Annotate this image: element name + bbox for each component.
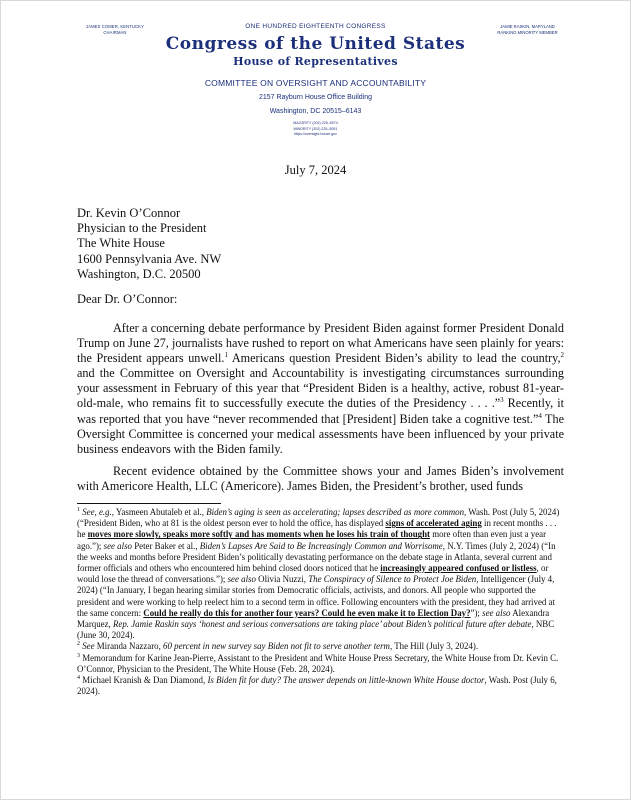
footnote-3 xyxy=(77,653,564,675)
footnote-text: , NBC (June 30, 2024). xyxy=(77,619,555,641)
recipient-line: Washington, D.C. 20500 xyxy=(77,266,201,281)
footnote-text: more often than even just a year ago.”); xyxy=(77,529,547,551)
recipient-line: Physician to the President xyxy=(77,221,207,236)
footnote-text: Is Biden fit for duty? The answer depends on little-known White House doctor xyxy=(207,675,485,686)
footnote-emphasis: increasingly appeared confused or listless xyxy=(380,563,537,574)
ranking-member-name: JAMIE RASKIN, MARYLAND xyxy=(500,24,555,29)
footnote-text: Olivia Nuzzi, xyxy=(255,574,309,585)
chairman-name: JAMES COMER, KENTUCKY xyxy=(86,24,144,29)
footnote-1 xyxy=(77,507,564,641)
footnote-text: See, e.g. xyxy=(82,507,112,517)
footnote-emphasis: signs of accelerated aging xyxy=(385,518,482,529)
footnote-number: 1 xyxy=(77,507,80,514)
footnote-text: Rep. Jamie Raskin says ‘honest and serious conversations are taking place’ about Biden’s political future after debate xyxy=(112,619,532,630)
footnote-text: in recent months . . . he xyxy=(77,518,557,540)
footnote-text: , Yasmeen Abutaleb et al., xyxy=(111,507,207,517)
para1-text: and the Committee on Oversight and Accountability is investigating circumstances surrounding your assessment in February of this year that “President Biden is a healthy, active, robust 81-year-old-male, who remains fit to successfully execute the duties of the Presidency . . . .” xyxy=(77,366,564,411)
footnote-text: ”); xyxy=(470,607,483,618)
footnote-emphasis: moves more slowly, speaks more softly and has moments when he loses his train of thought xyxy=(87,529,430,540)
footnote-number: 3 xyxy=(77,652,80,659)
letterhead-title: Congress of the United States xyxy=(165,34,466,54)
footnote-ref: 4 xyxy=(538,411,542,420)
footnote-text: 60 percent in new survey say Biden not fit to serve another term xyxy=(163,641,390,652)
footnote-ref: 3 xyxy=(500,396,504,405)
office-city: Washington, DC 20515–6143 xyxy=(269,108,362,115)
para1-text: The Oversight Committee is concerned your medical assessments have been influenced by your private business endeavors with the Biden family. xyxy=(77,411,564,456)
footnote-divider xyxy=(77,503,221,504)
congress-line: ONE HUNDRED EIGHTEENTH CONGRESS xyxy=(245,23,386,30)
footnote-ref: 2 xyxy=(560,351,564,360)
recipient-line: The White House xyxy=(77,236,165,251)
footnote-text: , or would lose the thread of conversations.”); xyxy=(77,563,549,585)
footnote-text: see also xyxy=(227,574,256,585)
para1-text: Recently, it was reported that you have “never recommended that [President] Biden take a cognitive test.” xyxy=(77,396,565,426)
recipient-address xyxy=(77,206,221,282)
website: https://oversight.house.gov xyxy=(294,132,337,136)
majority-phone: MAJORITY (202) 225–5074 xyxy=(293,121,338,125)
footnote-number: 4 xyxy=(77,675,80,682)
letter-date: July 7, 2024 xyxy=(284,163,347,177)
footnote-text: , The Hill (July 3, 2024). xyxy=(389,641,479,652)
footnote-4 xyxy=(77,675,564,697)
footnote-text: Biden’s Lapses Are Said to Be Increasingly Common and Worrisome xyxy=(199,540,443,551)
footnote-text: Alexandra Marquez, xyxy=(77,607,550,630)
footnote-text: Biden’s aging is seen as accelerating; lapses described as more common xyxy=(206,507,465,517)
para1-text: After a concerning debate performance by President Biden against former President Donald Trump on June 27, journalists have rushed to report on what Americans have seen plainly for years: the President appears unwell. xyxy=(77,321,564,366)
footnote-text: See xyxy=(82,641,95,652)
footnote-2 xyxy=(77,641,564,652)
minority-phone: MINORITY (202) 225–5051 xyxy=(293,126,338,131)
footnote-text: see also xyxy=(103,540,132,551)
body-paragraph-2: Recent evidence obtained by the Committee shows your and James Biden’s involvement with Americore Health, LLC (Americore). James Biden, the President’s brother, used funds xyxy=(77,464,564,494)
ranking-member-title: RANKING MINORITY MEMBER xyxy=(497,30,558,35)
footnote-number: 2 xyxy=(77,641,80,648)
footnote-text: The Conspiracy of Silence to Protect Joe Biden xyxy=(308,574,477,585)
para1-text: Americans question President Biden’s ability to lead the country, xyxy=(227,351,561,366)
footnote-text: see also xyxy=(482,607,511,618)
contact-block xyxy=(0,121,631,138)
footnote-emphasis: Could he really do this for another four years? Could he even make it to Election Day? xyxy=(143,607,471,618)
recipient-line: Dr. Kevin O’Connor xyxy=(77,206,181,220)
footnotes xyxy=(77,507,564,697)
footnote-text: , Wash. Post (July 5, 2024) (“President Biden, who at 81 is the oldest person ever to hold the office, has displayed xyxy=(77,507,560,529)
chairman-title: CHAIRMAN xyxy=(103,30,127,35)
footnote-text: Michael Kranish & Dan Diamond, xyxy=(80,675,208,686)
footnote-text: Peter Baker et al., xyxy=(131,540,200,551)
footnote-text: , Intelligencer (July 4, 2024) (“In January, I began hearing similar stories from Democratic officials, activists, and donors. All people who supported the president and were working to help reelect him to a second term in office. Following encounters with the president, they had arrived at the same concern: xyxy=(77,574,555,618)
footnote-ref: 1 xyxy=(224,351,228,360)
letterhead-subtitle: House of Representatives xyxy=(233,55,398,68)
footnote-text: , Wash. Post (July 6, 2024). xyxy=(77,675,557,697)
recipient-line: 1600 Pennsylvania Ave. NW xyxy=(77,251,222,266)
footnote-text: Miranda Nazzaro, xyxy=(94,641,164,652)
footnote-text: Memorandum for Karine Jean-Pierre, Assistant to the President and White House Press Secretary, the White House from Dr. Kevin C. O’Connor, Physician to the President, The White House (Feb. 28, 2024). xyxy=(77,652,559,674)
footnote-text: , N.Y. Times (July 2, 2024) (“In the weeks and months before President Biden’s politically devastating performance on the debate stage in Atlanta, several current and former officials and others who encountered him behind closed doors noticed that he xyxy=(77,540,556,574)
salutation: Dear Dr. O’Connor: xyxy=(77,292,178,306)
office-building: 2157 Rayburn House Office Building xyxy=(258,94,373,101)
committee-name: COMMITTEE ON OVERSIGHT AND ACCOUNTABILITY xyxy=(204,78,427,88)
body-paragraph-1 xyxy=(77,321,564,457)
